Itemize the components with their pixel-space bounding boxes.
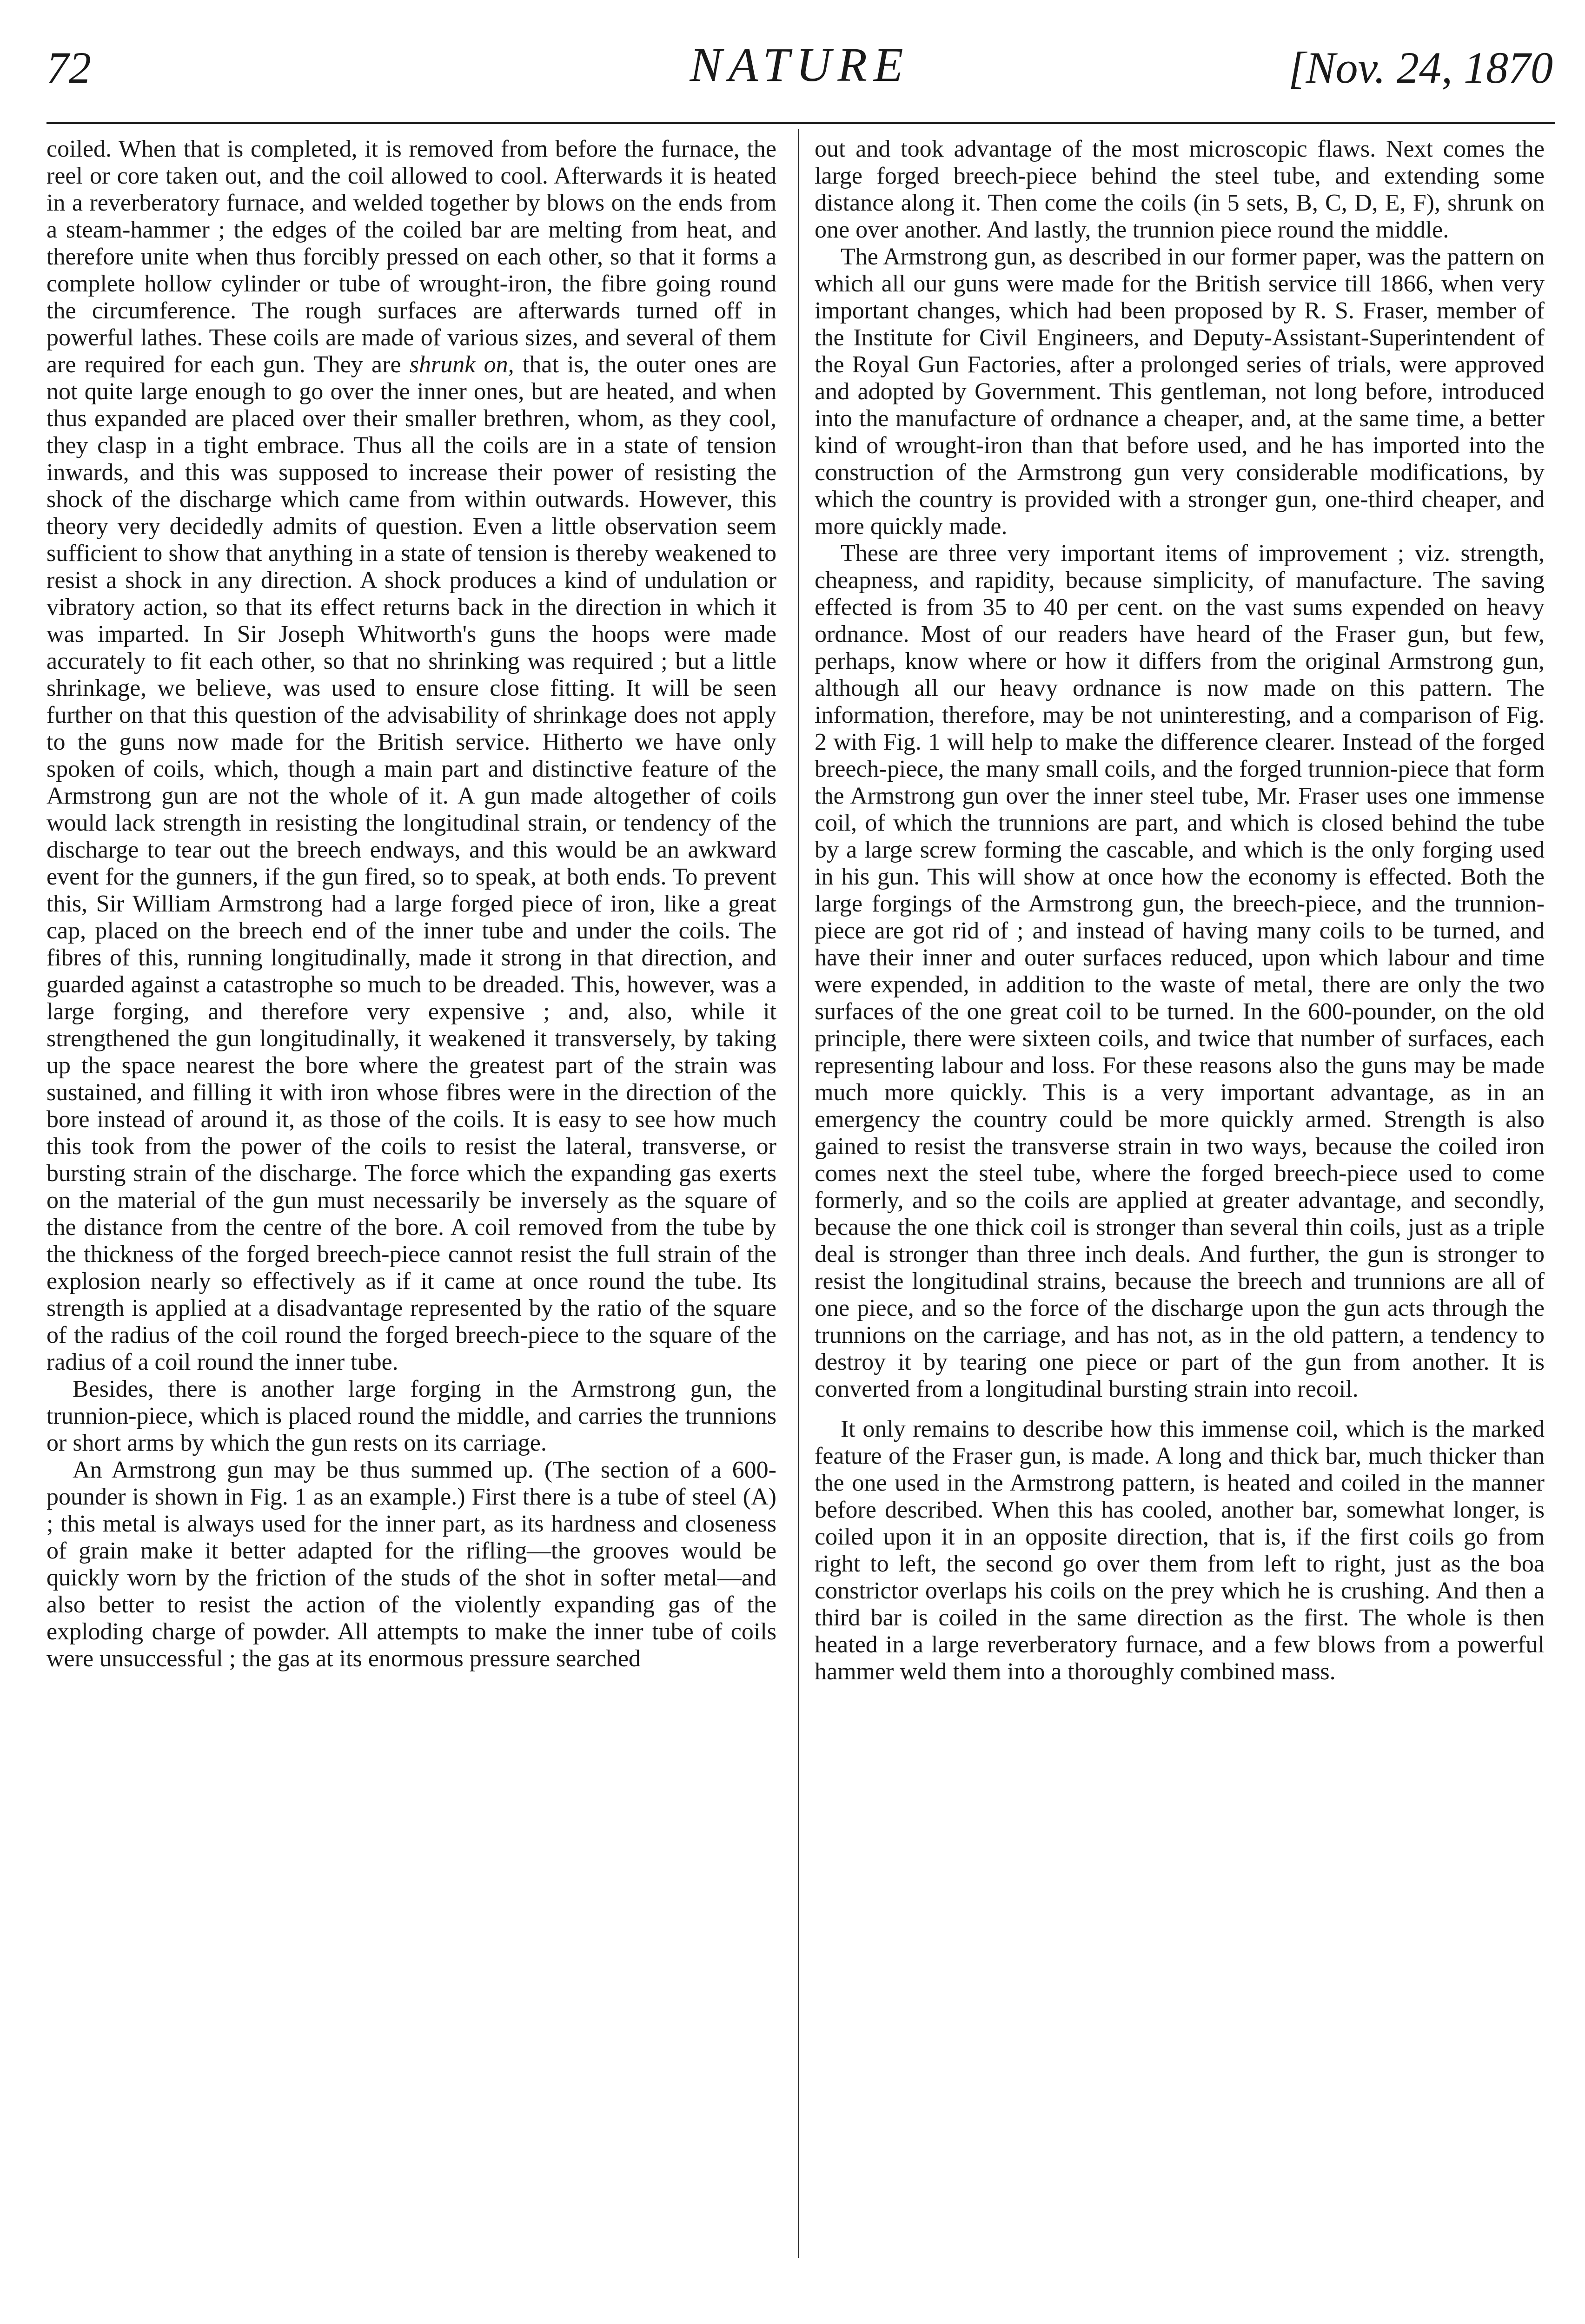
header-rule: [46, 122, 1555, 124]
right-paragraph-2: The Armstrong gun, as described in our former paper, was the pattern on which all our guns were made for the British service till 1866, when very important changes, which had been proposed by R. S. Fraser, member of the Institute for Civil Engineers, and Deputy-Assistant-Superintendent of the Royal Gun Factories, after a prolonged series of trials, were approved and adopted by Government. This gentleman, not long before, introduced into the manufacture of ordnance a cheaper, and, at the same time, a better kind of wrought-iron than that before used, and he has imported into the construction of the Armstrong gun very considerable modifications, by which the country is provided with a stronger gun, one-third cheaper, and more quickly made.: [815, 244, 1545, 540]
right-paragraph-1: out and took advantage of the most microscopic flaws. Next comes the large forged breech-piece behind the steel tube, and extending some distance along it. Then come the coils (in 5 sets, B, C, D, E, F), shrunk on one over another. And lastly, the trunnion piece round the middle.: [815, 136, 1545, 243]
left-paragraph-1: [46, 136, 776, 1376]
left-paragraph-2: Besides, there is another large forging in the Armstrong gun, the trunnion-piece, which is placed round the middle, and carries the trunnions or short arms by which the gun rests on its carriage.: [46, 1376, 776, 1456]
right-column: [815, 136, 1545, 2292]
left-p1-text-a: coiled. When that is completed, it is removed from before the furnace, the reel or core taken out, and the coil allowed to cool. Afterwards it is heated in a reverberatory furnace, and welded together by blows on the ends from a steam-hammer ; the edges of the coiled bar are melting from heat, and therefore unite when thus forcibly pressed on each other, so that it forms a complete hollow cylinder or tube of wrought-iron, the fibre going round the circumference. The rough surfaces are afterwards turned off in powerful lathes. These coils are made of various sizes, and several of them are required for each gun. They are: [46, 136, 776, 378]
left-column: [46, 136, 776, 2292]
right-paragraph-4: It only remains to describe how this immense coil, which is the marked feature of the Fraser gun, is made. A long and thick bar, much thicker than the one used in the Armstrong pattern, is heated and coiled in the manner before described. When this has cooled, another bar, somewhat longer, is coiled upon it in an opposite direction, that is, if the first coils go from right to left, the second go over them from left to right, just as the boa constrictor overlaps his coils on the prey which he is crushing. And then a third bar is coiled in the same direction as the first. The whole is then heated in a large reverberatory furnace, and a few blows from a powerful hammer weld them into a thoroughly combined mass.: [815, 1416, 1545, 1685]
page-header: [46, 38, 1553, 111]
column-divider: [798, 129, 799, 2258]
page-number: 72: [46, 43, 91, 92]
issue-date: [Nov. 24, 1870: [1288, 43, 1553, 92]
left-paragraph-3: An Armstrong gun may be thus summed up. (The section of a 600-pounder is shown in Fig. 1 as an example.) First there is a tube of steel (A) ; this metal is always used for the inner part, as its hardness and closeness of grain make it better adapted for the rifling—the grooves would be quickly worn by the friction of the studs of the shot in softer metal—and also better to resist the action of the violently expanding gas of the exploding charge of powder. All attempts to make the inner tube of coils were unsuccessful ; the gas at its enormous pressure searched: [46, 1457, 776, 1672]
right-paragraph-3: These are three very important items of improvement ; viz. strength, cheapness, and rapidity, because simplicity, of manufacture. The saving effected is from 35 to 40 per cent. on the vast sums expended on heavy ordnance. Most of our readers have heard of the Fraser gun, but few, perhaps, know where or how it differs from the original Armstrong gun, although all our heavy ordnance is now made on this pattern. The information, therefore, may be not uninteresting, and a comparison of Fig. 2 with Fig. 1 will help to make the difference clearer. Instead of the forged breech-piece, the many small coils, and the forged trunnion-piece that form the Armstrong gun over the inner steel tube, Mr. Fraser uses one immense coil, of which the trunnions are part, and which is closed behind the tube by a large screw forming the cascable, and which is the only forging used in his gun. This will show at once how the economy is effected. Both the large forgings of the Armstrong gun, the breech-piece, and the trunnion-piece are got rid of ; and instead of having many coils to be turned, and have their inner and outer surfaces reduced, upon which labour and time were expended, in addition to the waste of metal, there are only the two surfaces of the one great coil to be turned. In the 600-pounder, on the old principle, there were sixteen coils, and twice that number of surfaces, each representing labour and loss. For these reasons also the guns may be made much more quickly. This is a very important advantage, as in an emergency the country could be more quickly armed. Strength is also gained to resist the transverse strain in two ways, because the coiled iron comes next the steel tube, where the forged breech-piece used to come formerly, and so the coils are applied at greater advantage, and secondly, because the one thick coil is stronger than several thin coils, just as a triple deal is stronger than three inch deals. And further, the gun is stronger to resist the longitudinal strains, because the breech and trunnions are all of one piece, and so the force of the discharge upon the gun acts through the trunnions on the carriage, and has not, as in the old pattern, a tendency to destroy it by tearing one piece or part of the gun from another. It is converted from a longitudinal bursting strain into recoil.: [815, 540, 1545, 1402]
left-p1-emphasis: shrunk on,: [409, 351, 514, 378]
journal-title: NATURE: [690, 38, 910, 92]
left-p1-text-b: that is, the outer ones are not quite large enough to go over the inner ones, but are heated, and when thus expanded are placed over their smaller brethren, whom, as they cool, they clasp in a tight embrace. Thus all the coils are in a state of tension inwards, and this was supposed to increase their power of resisting the shock of the discharge which came from within outwards. However, this theory very decidedly admits of question. Even a little observation seem sufficient to show that anything in a state of tension is thereby weakened to resist a shock in any direction. A shock produces a kind of undulation or vibratory action, so that its effect returns back in the direction in which it was imparted. In Sir Joseph Whitworth's guns the hoops were made accurately to fit each other, so that no shrinking was required ; but a little shrinkage, we believe, was used to ensure close fitting. It will be seen further on that this question of the advisability of shrinkage does not apply to the guns now made for the British service. Hitherto we have only spoken of coils, which, though a main part and distinctive feature of the Armstrong gun are not the whole of it. A gun made altogether of coils would lack strength in resisting the longitudinal strain, or tendency of the discharge to tear out the breech endways, and this would be an awkward event for the gunners, if the gun fired, so to speak, at both ends. To prevent this, Sir William Armstrong had a large forged piece of iron, like a great cap, placed on the breech end of the inner tube and under the coils. The fibres of this, running longitudinally, made it strong in that direction, and guarded against a catastrophe so much to be dreaded. This, however, was a large forging, and therefore very expensive ; and, also, while it strengthened the gun longitudinally, it weakened it transversely, by taking up the space nearest the bore where the greatest part of the strain was sustained, and filling it with iron whose fibres were in the direction of the bore instead of around it, as those of the coils. It is easy to see how much this took from the power of the coils to resist the lateral, transverse, or bursting strain of the discharge. The force which the expanding gas exerts on the material of the gun must necessarily be inversely as the square of the distance from the centre of the bore. A coil removed from the tube by the thickness of the forged breech-piece cannot resist the full strain of the explosion nearly so effectively as if it came at once round the tube. Its strength is applied at a disadvantage represented by the ratio of the square of the radius of the coil round the forged breech-piece to the square of the radius of a coil round the inner tube.: [46, 351, 776, 1375]
